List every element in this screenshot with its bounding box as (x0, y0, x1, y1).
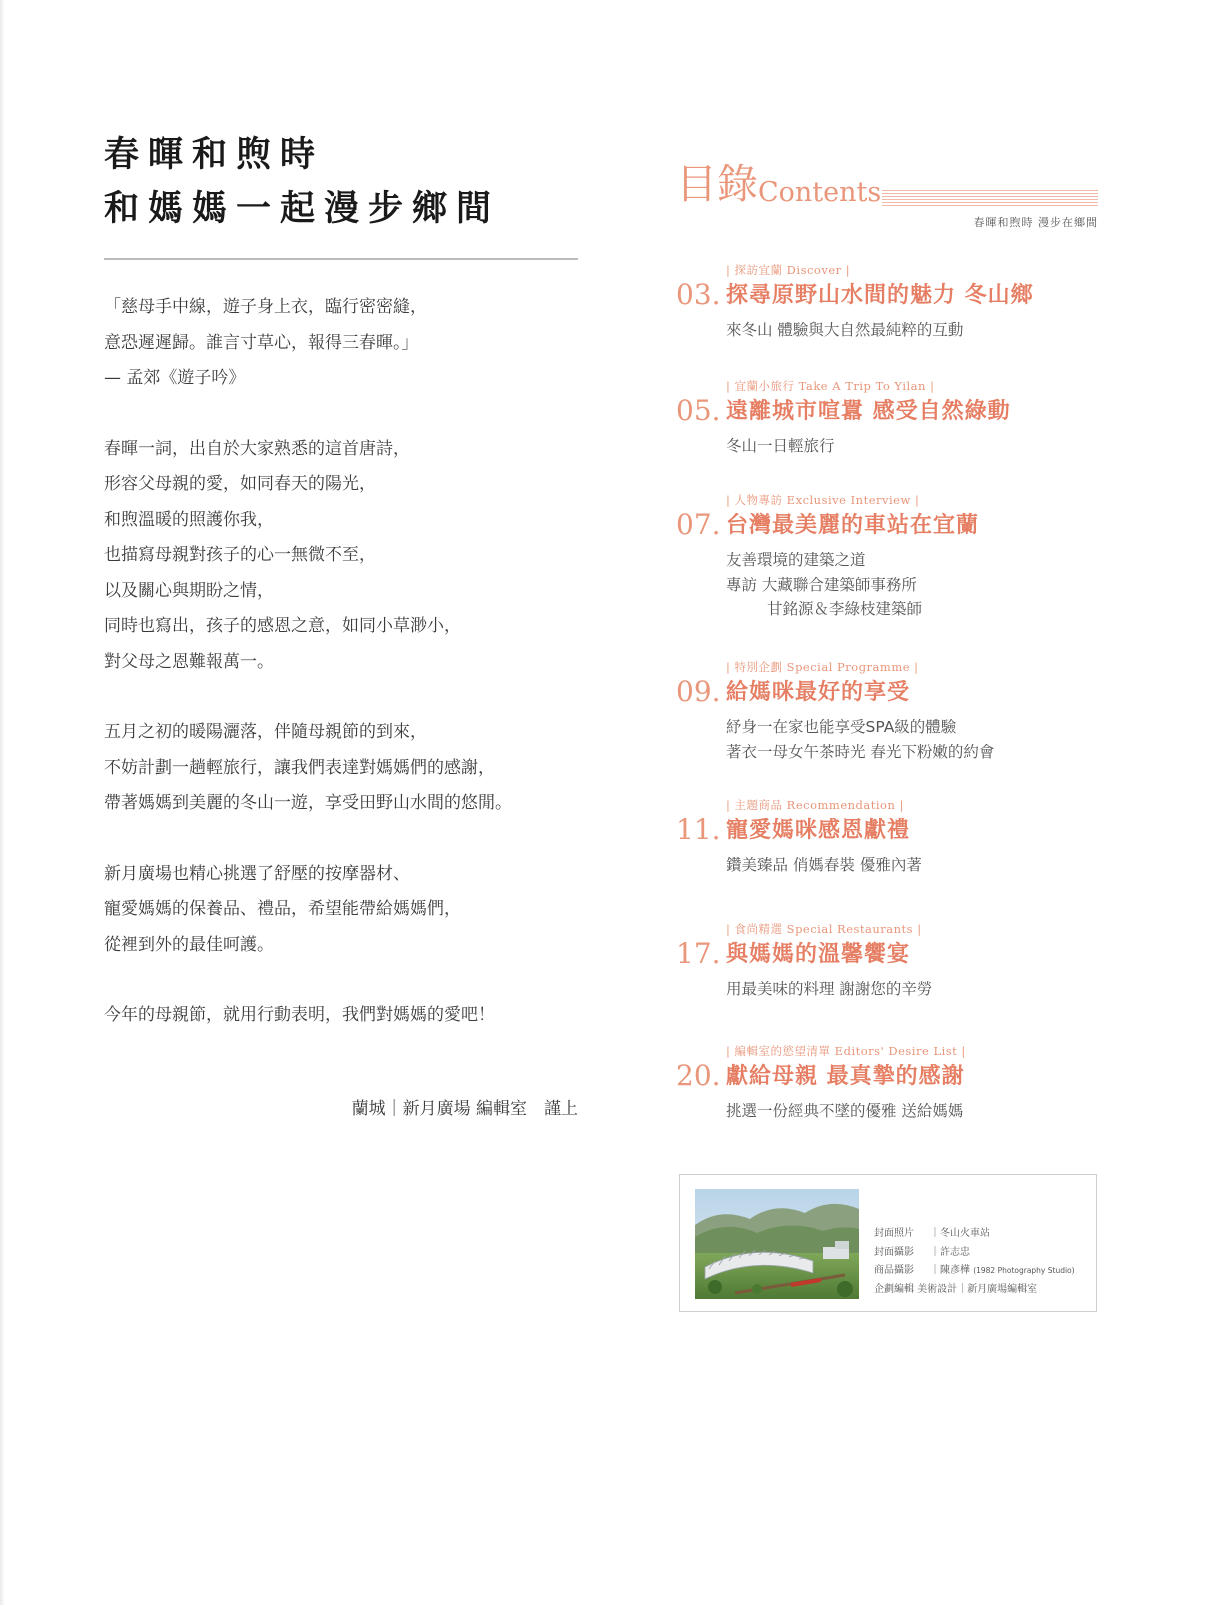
editorial-column (104, 128, 578, 1034)
toc-description-line: 鑽美臻品 俏媽春裝 優雅內著 (726, 856, 922, 874)
text-line: 意恐遲遲歸。誰言寸草心，報得三春暉。」 (104, 332, 419, 353)
text-line: 「慈母手中線，遊子身上衣，臨行密密縫， (104, 297, 427, 317)
toc-title: 台灣最美麗的車站在宜蘭 (726, 512, 980, 538)
text-line: — 孟郊《遊子吟》 (104, 368, 246, 388)
credit-separator: ｜ (930, 1265, 940, 1276)
toc-description (726, 1099, 963, 1124)
toc-description (726, 318, 963, 343)
toc-category: | 宜蘭小旅行 Take A Trip To Yilan | (726, 379, 935, 393)
toc-page-number: 20. (676, 1059, 721, 1092)
text-line: 今年的母親節，就用行動表明，我們對媽媽的愛吧！ (104, 1005, 495, 1025)
paragraph-closing (104, 998, 578, 1034)
toc-subheading: 春暉和煦時 漫步在鄉間 (973, 216, 1098, 229)
editorial-title-line-2: 和媽媽一起漫步鄉間 (104, 188, 501, 229)
toc-category: | 探訪宜蘭 Discover | (726, 263, 851, 277)
text-line: 和煦溫暖的照護你我， (104, 509, 274, 530)
page-edge (0, 0, 4, 1605)
credit-studio: (1982 Photography Studio) (973, 1266, 1075, 1275)
credit-key: 商品攝影 (874, 1265, 914, 1276)
toc-title: 獻給母親 最真摯的感謝 (726, 1063, 965, 1089)
text-line: 春暉一詞，出自於大家熟悉的這首唐詩， (104, 438, 410, 459)
toc-page-number: 05. (676, 394, 721, 427)
credit-value: 新月廣場編輯室 (967, 1283, 1038, 1295)
toc-title: 與媽媽的溫馨饗宴 (726, 941, 911, 967)
toc-description-line: 專訪 大藏聯合建築師事務所 (726, 575, 917, 594)
toc-header (676, 158, 1098, 228)
toc-description (726, 434, 835, 459)
toc-description-line: 冬山一日輕旅行 (726, 437, 835, 455)
toc-category: | 特別企劃 Special Programme | (726, 660, 919, 674)
toc-page-number: 03. (676, 278, 721, 311)
text-line: 從裡到外的最佳呵護。 (104, 934, 274, 955)
toc-page-number: 07. (676, 508, 721, 541)
text-line: 不妨計劃一趟輕旅行，讓我們表達對媽媽們的感謝， (104, 757, 495, 778)
text-line: 寵愛媽媽的保養品、禮品，希望能帶給媽媽們， (104, 899, 461, 919)
credit-key: 企劃編輯 美術設計 (874, 1283, 958, 1295)
toc-title: 遠離城市喧囂 感受自然綠動 (726, 398, 1011, 424)
toc-description-line: 挑選一份經典不墜的優雅 送給媽媽 (726, 1102, 964, 1120)
credit-row (874, 1225, 1075, 1244)
toc-description (726, 548, 922, 622)
station-landscape-image (695, 1189, 859, 1299)
text-line: 以及關心與期盼之情， (104, 580, 274, 601)
text-line: 帶著媽媽到美麗的冬山一遊，享受田野山水間的悠閒。 (104, 793, 512, 813)
paragraph-gifts (104, 857, 578, 964)
toc-page-number: 09. (676, 675, 721, 708)
credits-list (874, 1225, 1075, 1299)
credit-value: 陳彥樺 (940, 1265, 974, 1276)
credit-separator: ｜ (930, 1228, 940, 1239)
cover-credits-box (679, 1174, 1097, 1312)
credit-key: 封面攝影 (874, 1246, 914, 1258)
paragraph-quote (104, 290, 578, 397)
decorative-stripes (882, 190, 1098, 206)
credit-value: 許志忠 (940, 1246, 970, 1258)
paragraph-intro (104, 432, 578, 681)
text-line: 也描寫母親對孩子的心一無微不至， (104, 545, 376, 565)
toc-category: | 食尚精選 Special Restaurants | (726, 922, 922, 936)
toc-description-line: 紓身一在家也能享受SPA級的體驗 (726, 718, 957, 736)
toc-heading-english: Contents (758, 177, 882, 208)
credit-key: 封面照片 (874, 1228, 914, 1239)
toc-description-line: 來冬山 體驗與大自然最純粹的互動 (726, 321, 964, 339)
toc-description-line: 友善環境的建築之道 (726, 551, 866, 569)
credit-value: 冬山火車站 (940, 1228, 990, 1239)
paragraph-trip (104, 715, 578, 822)
cover-photo-thumbnail (695, 1189, 859, 1299)
text-line: 同時也寫出，孩子的感恩之意，如同小草渺小， (104, 616, 461, 636)
toc-description-line: 著衣一母女午茶時光 春光下粉嫩的約會 (726, 742, 995, 761)
text-line: 對父母之恩難報萬一。 (104, 651, 274, 672)
toc-page-number: 17. (676, 937, 721, 970)
credit-row (874, 1262, 1075, 1281)
credit-row (874, 1281, 1075, 1300)
title-divider (104, 258, 578, 260)
editorial-title-line-1: 春暉和煦時 (104, 134, 325, 175)
toc-page-number: 11. (676, 813, 721, 846)
toc-title: 給媽咪最好的享受 (726, 679, 911, 705)
text-line: 五月之初的暖陽灑落，伴隨母親節的到來， (104, 722, 427, 742)
toc-title: 探尋原野山水間的魅力 冬山鄉 (726, 282, 1034, 308)
toc-category: | 人物專訪 Exclusive Interview | (726, 493, 920, 507)
toc-category: | 編輯室的慾望清單 Editors' Desire List | (726, 1044, 966, 1058)
credit-row (874, 1244, 1075, 1263)
toc-description (726, 715, 994, 764)
toc-heading-chinese: 目錄 (676, 160, 758, 208)
toc-description-line: 用最美味的料理 謝謝您的辛勞 (726, 980, 933, 998)
toc-description (726, 977, 932, 1002)
text-line: 新月廣場也精心挑選了舒壓的按摩器材、 (104, 863, 410, 884)
signature: 蘭城｜新月廣場 編輯室 謹上 (351, 1099, 578, 1119)
text-line: 形容父母親的愛，如同春天的陽光， (104, 474, 376, 494)
credit-separator: ｜ (930, 1246, 940, 1258)
credit-separator: ｜ (957, 1283, 968, 1295)
toc-title: 寵愛媽咪感恩獻禮 (726, 817, 911, 843)
toc-description-line: 甘銘源＆李綠枝建築師 (767, 600, 923, 618)
toc-description (726, 853, 922, 878)
toc-category: | 主題商品 Recommendation | (726, 798, 904, 812)
